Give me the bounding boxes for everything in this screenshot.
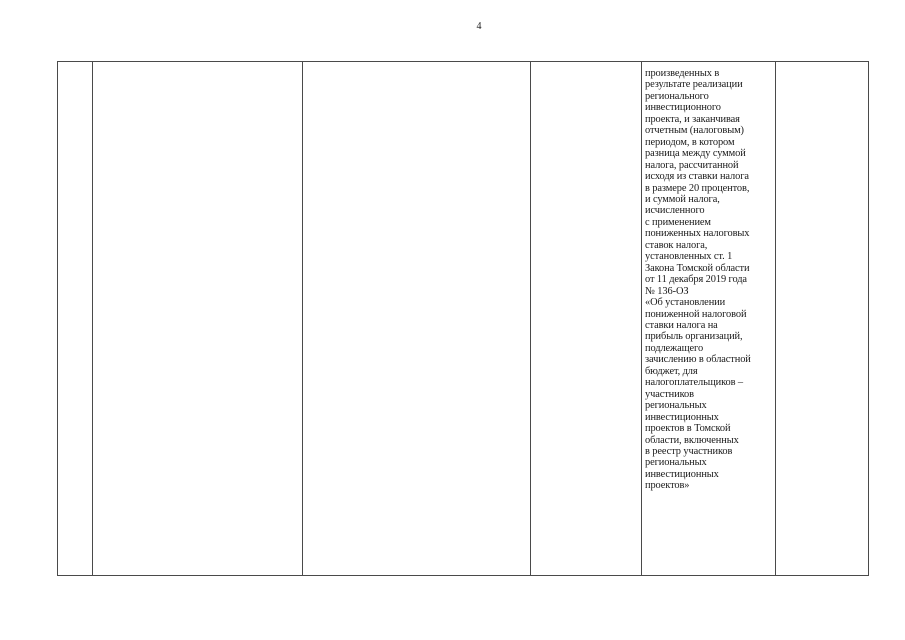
cell-text-line: подлежащего — [645, 342, 704, 354]
cell-text-block — [642, 62, 775, 492]
cell-text-line: с применением — [645, 216, 711, 228]
cell-text-line: инвестиционных — [645, 468, 719, 480]
cell-text-line: исходя из ставки налога — [645, 171, 749, 183]
cell-text-line: региональных — [645, 400, 707, 412]
cell-text-line: налога, рассчитанной — [645, 159, 739, 171]
cell-text-line: пониженной налоговой — [645, 308, 747, 320]
cell-text-line: бюджет, для — [645, 365, 698, 377]
cell-text-line: периодом, в котором — [645, 136, 735, 148]
table-cell-6 — [776, 62, 869, 576]
cell-text-line: разница между суммой — [645, 148, 746, 160]
table-cell-number — [58, 62, 93, 576]
cell-text-line: участников — [645, 388, 694, 400]
cell-text-line: налогоплательщиков – — [645, 377, 743, 389]
cell-text-line: инвестиционных — [645, 411, 719, 423]
table-cell-4 — [531, 62, 642, 576]
table-cell-text — [642, 62, 776, 576]
cell-text-line: проектов» — [645, 480, 690, 492]
cell-text-line: пониженных налоговых — [645, 228, 750, 240]
table-row — [58, 62, 869, 576]
cell-text-line: регионального — [645, 90, 709, 102]
cell-text-line: № 136-ОЗ — [645, 285, 689, 297]
cell-text-line: зачислению в областной — [645, 354, 751, 366]
cell-text-line: проектов в Томской — [645, 423, 731, 435]
cell-text-line: проекта, и заканчивая — [645, 113, 740, 125]
cell-text-line: и суммой налога, — [645, 193, 720, 205]
cell-text-line: в размере 20 процентов, — [645, 182, 750, 194]
cell-text-line: области, включенных — [645, 434, 739, 446]
cell-text-line: в реестр участников — [645, 445, 733, 457]
cell-text-line: прибыль организаций, — [645, 331, 743, 343]
page-number: 4 — [476, 21, 482, 32]
cell-text-line: от 11 декабря 2019 года — [645, 274, 747, 286]
cell-text-line: Закона Томской области — [645, 262, 750, 274]
cell-text-line: ставки налога на — [645, 319, 718, 331]
cell-text-line: произведенных в — [645, 68, 720, 79]
cell-text-line: инвестиционного — [645, 102, 721, 114]
cell-text-line: «Об установлении — [645, 297, 726, 309]
cell-text-line: результате реализации — [645, 79, 743, 91]
table-cell-2 — [93, 62, 303, 576]
cell-text-line: ставок налога, — [645, 239, 708, 251]
cell-text-line: установленных ст. 1 — [645, 251, 733, 263]
document-table — [57, 61, 869, 576]
cell-text-line: отчетным (налоговым) — [645, 125, 744, 137]
table-cell-3 — [303, 62, 531, 576]
cell-text-line: исчисленного — [645, 205, 705, 217]
cell-text-line: региональных — [645, 457, 707, 469]
